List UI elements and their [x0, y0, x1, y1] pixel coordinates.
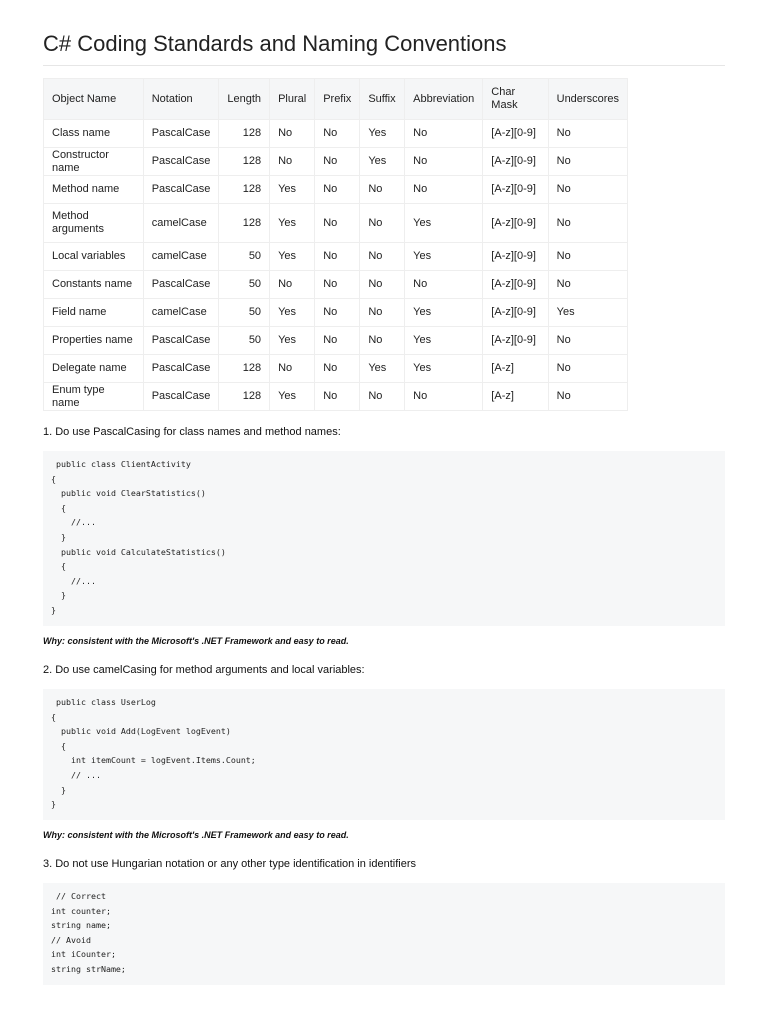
table-cell: No [548, 204, 627, 243]
code-line: //... [51, 517, 96, 528]
table-cell: No [315, 299, 360, 327]
code-line: int iCounter; [51, 949, 116, 960]
table-cell: No [270, 148, 315, 176]
table-cell: PascalCase [143, 355, 219, 383]
table-cell: Yes [405, 327, 483, 355]
table-cell: [A-z] [483, 355, 548, 383]
table-cell: PascalCase [143, 120, 219, 148]
table-cell: Yes [548, 299, 627, 327]
table-cell: Yes [405, 243, 483, 271]
table-cell: Class name [44, 120, 144, 148]
column-header: Object Name [44, 79, 144, 120]
column-header: Abbreviation [405, 79, 483, 120]
column-header: Underscores [548, 79, 627, 120]
table-cell: No [548, 327, 627, 355]
char-mask-header: Char Mask [491, 86, 518, 111]
table-cell: Delegate name [44, 355, 144, 383]
table-cell: [A-z][0-9] [483, 148, 548, 176]
code-line: public class ClientActivity [51, 459, 191, 469]
table-cell: No [360, 327, 405, 355]
table-cell: No [405, 120, 483, 148]
table-cell: No [315, 271, 360, 299]
table-cell: Method arguments [44, 204, 144, 243]
code-line: // ... [51, 769, 101, 780]
table-cell: 128 [219, 176, 270, 204]
table-cell: Field name [44, 299, 144, 327]
table-cell: Yes [270, 243, 315, 271]
code-line: // Correct [51, 891, 106, 901]
table-row [44, 383, 628, 411]
table-cell: No [405, 383, 483, 411]
column-header: Prefix [315, 79, 360, 120]
table-cell: camelCase [143, 204, 219, 243]
table-cell: No [405, 176, 483, 204]
code-line: public void CalculateStatistics() [51, 546, 226, 557]
section-heading: 3. Do not use Hungarian notation or any other type identification in identifiers [43, 858, 417, 870]
section-heading: 2. Do use camelCasing for method arguments and local variables: [43, 664, 365, 676]
table-cell: No [360, 299, 405, 327]
table-cell: 128 [219, 204, 270, 243]
table-cell: camelCase [143, 243, 219, 271]
table-row [44, 148, 628, 176]
table-cell: [A-z][0-9] [483, 204, 548, 243]
table-row [44, 299, 628, 327]
code-line: public void Add(LogEvent logEvent) [51, 726, 231, 737]
table-cell: No [548, 383, 627, 411]
table-cell: No [405, 148, 483, 176]
code-line: { [51, 740, 66, 751]
code-block [43, 883, 725, 985]
table-cell: No [315, 176, 360, 204]
column-header: Suffix [360, 79, 405, 120]
table-cell: No [270, 271, 315, 299]
column-header: Notation [143, 79, 219, 120]
table-cell: No [315, 383, 360, 411]
table-cell: No [548, 120, 627, 148]
table-cell: No [360, 383, 405, 411]
code-line: // Avoid [51, 934, 91, 945]
table-cell: No [360, 243, 405, 271]
section-heading: 1. Do use PascalCasing for class names and method names: [43, 426, 341, 438]
code-line: } [51, 784, 66, 795]
table-cell: camelCase [143, 299, 219, 327]
table-cell: Yes [360, 148, 405, 176]
table-row [44, 176, 628, 204]
code-block [43, 689, 725, 820]
table-row [44, 204, 628, 243]
table-cell: Yes [270, 176, 315, 204]
table-cell: 128 [219, 120, 270, 148]
table-cell: 50 [219, 243, 270, 271]
code-line: } [51, 590, 66, 601]
table-cell: [A-z] [483, 383, 548, 411]
table-cell: No [270, 120, 315, 148]
table-cell: No [315, 327, 360, 355]
code-line: } [51, 531, 66, 542]
table-cell: Properties name [44, 327, 144, 355]
code-line: //... [51, 575, 96, 586]
table-cell: Constructor name [44, 148, 144, 176]
table-header-row [44, 79, 628, 120]
code-line: { [51, 502, 66, 513]
table-cell: 128 [219, 148, 270, 176]
code-line: public class UserLog [51, 697, 156, 707]
table-cell: PascalCase [143, 383, 219, 411]
table-cell: Yes [405, 355, 483, 383]
table-cell: No [270, 355, 315, 383]
table-cell: Local variables [44, 243, 144, 271]
table-cell: [A-z][0-9] [483, 327, 548, 355]
table-cell: No [315, 355, 360, 383]
rationale-note: Why: consistent with the Microsoft's .NET Framework and easy to read. [43, 636, 349, 646]
title-divider [43, 65, 725, 66]
table-cell: 50 [219, 327, 270, 355]
code-line: string name; [51, 920, 111, 931]
table-cell: Yes [270, 204, 315, 243]
table-row [44, 327, 628, 355]
code-line: int itemCount = logEvent.Items.Count; [51, 755, 256, 766]
table-cell: 128 [219, 383, 270, 411]
column-header: Plural [270, 79, 315, 120]
table-cell: Enum type name [44, 383, 144, 411]
table-cell: Yes [270, 327, 315, 355]
table-cell: PascalCase [143, 327, 219, 355]
code-line: } [51, 799, 56, 810]
column-header [483, 79, 548, 120]
table-cell: [A-z][0-9] [483, 271, 548, 299]
table-cell: Constants name [44, 271, 144, 299]
table-body [44, 120, 628, 411]
table-cell: [A-z][0-9] [483, 243, 548, 271]
code-line: string strName; [51, 963, 126, 974]
table-cell: No [315, 120, 360, 148]
code-block [43, 451, 725, 626]
table-cell: No [360, 176, 405, 204]
table-cell: PascalCase [143, 271, 219, 299]
naming-conventions-table [43, 78, 628, 411]
table-cell: No [315, 204, 360, 243]
table-cell: No [315, 148, 360, 176]
table-cell: [A-z][0-9] [483, 120, 548, 148]
table-cell: [A-z][0-9] [483, 176, 548, 204]
table-cell: No [548, 176, 627, 204]
table-cell: No [360, 271, 405, 299]
table-cell: Yes [405, 204, 483, 243]
table-cell: Method name [44, 176, 144, 204]
code-line: } [51, 604, 56, 615]
table-cell: 128 [219, 355, 270, 383]
table-cell: Yes [360, 355, 405, 383]
table-cell: No [548, 271, 627, 299]
table-cell: Yes [360, 120, 405, 148]
column-header: Length [219, 79, 270, 120]
table-cell: Yes [270, 383, 315, 411]
table-cell: No [405, 271, 483, 299]
table-cell: No [315, 243, 360, 271]
code-line: { [51, 473, 56, 484]
table-row [44, 271, 628, 299]
table-row [44, 120, 628, 148]
table-row [44, 243, 628, 271]
table-cell: 50 [219, 299, 270, 327]
table-cell: PascalCase [143, 176, 219, 204]
code-line: int counter; [51, 905, 111, 916]
table-row [44, 355, 628, 383]
table-cell: No [548, 148, 627, 176]
table-cell: Yes [270, 299, 315, 327]
table-cell: PascalCase [143, 148, 219, 176]
code-line: { [51, 561, 66, 572]
table-cell: 50 [219, 271, 270, 299]
table-cell: Yes [405, 299, 483, 327]
table-cell: No [548, 355, 627, 383]
table-cell: [A-z][0-9] [483, 299, 548, 327]
code-line: public void ClearStatistics() [51, 488, 206, 499]
table-cell: No [360, 204, 405, 243]
code-line: { [51, 711, 56, 722]
table-cell: No [548, 243, 627, 271]
rationale-note: Why: consistent with the Microsoft's .NET Framework and easy to read. [43, 830, 349, 840]
page-title: C# Coding Standards and Naming Conventions [43, 31, 507, 56]
